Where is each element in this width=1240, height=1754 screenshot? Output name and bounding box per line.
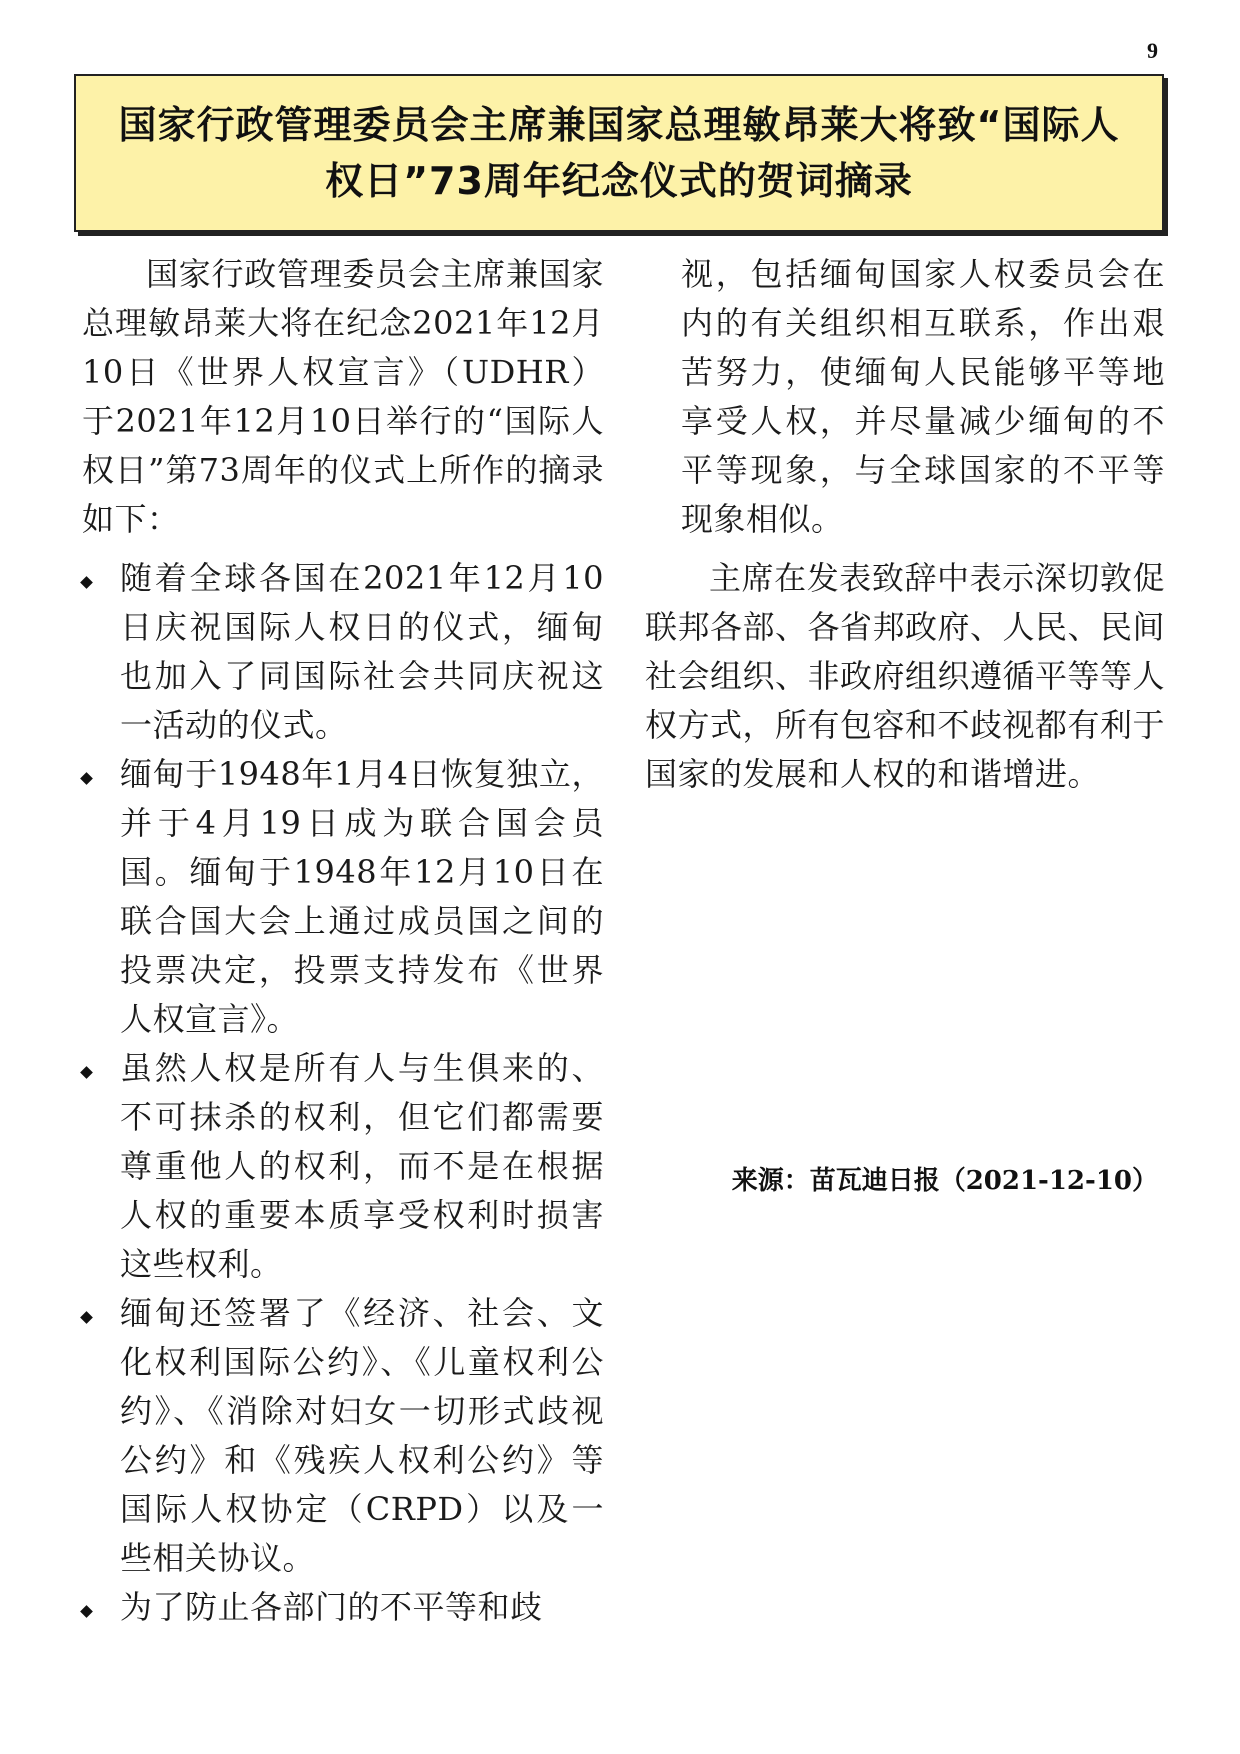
title-box bbox=[74, 74, 1164, 232]
bullet-text: 随着全球各国在2021年12月10日庆祝国际人权日的仪式，缅甸也加入了同国际社会共同庆祝这一活动的仪式。 bbox=[120, 559, 604, 744]
bullet-text: 缅甸于1948年1月4日恢复独立，并于4月19日成为联合国会员国。缅甸于1948年12月10日在联合国大会上通过成员国之间的投票决定，投票支持发布《世界人权宣言》。 bbox=[120, 755, 604, 1038]
diamond-bullet-icon bbox=[80, 1605, 93, 1618]
bullet-item bbox=[82, 1044, 604, 1289]
bullet-text: 为了防止各部门的不平等和歧 bbox=[120, 1588, 543, 1626]
bullet-text: 虽然人权是所有人与生俱来的、不可抹杀的权利，但它们都需要尊重他人的权利，而不是在根据人权的重要本质享受权利时损害这些权利。 bbox=[120, 1049, 604, 1283]
diamond-bullet-icon bbox=[80, 1066, 93, 1079]
bullet-list bbox=[82, 554, 604, 1632]
closing-paragraph: 主席在发表致辞中表示深切敦促联邦各部、各省邦政府、人民、民间社会组织、非政府组织遵循平等等人权方式，所有包容和不歧视都有利于国家的发展和人权的和谐增进。 bbox=[645, 559, 1166, 793]
left-column bbox=[82, 250, 604, 1632]
diamond-bullet-icon bbox=[80, 1311, 93, 1324]
bullet-text: 缅甸还签署了《经济、社会、文化权利国际公约》、《儿童权利公约》、《消除对妇女一切形式歧视公约》和《残疾人权利公约》等国际人权协定（CRPD）以及一些相关协议。 bbox=[120, 1294, 604, 1577]
diamond-bullet-icon bbox=[80, 576, 93, 589]
intro-paragraph: 国家行政管理委员会主席兼国家总理敏昂莱大将在纪念2021年12月10日《世界人权宣言》（UDHR）于2021年12月10日举行的“国际人权日”第73周年的仪式上所作的摘录如下： bbox=[82, 255, 604, 538]
diamond-bullet-icon bbox=[80, 772, 93, 785]
bullet-item bbox=[82, 750, 604, 1044]
article-title: 国家行政管理委员会主席兼国家总理敏昂莱大将致“国际人权日”73周年纪念仪式的贺词摘录 bbox=[118, 103, 1120, 203]
bullet-item bbox=[82, 1583, 604, 1632]
bullet-item bbox=[82, 554, 604, 750]
source-credit: 来源：苗瓦迪日报（2021-12-10） bbox=[731, 1166, 1158, 1196]
bullet-continuation: 视，包括缅甸国家人权委员会在内的有关组织相互联系，作出艰苦努力，使缅甸人民能够平等地享受人权，并尽量减少缅甸的不平等现象，与全球国家的不平等现象相似。 bbox=[681, 255, 1165, 538]
bullet-item bbox=[82, 1289, 604, 1583]
page-number: 9 bbox=[1147, 38, 1158, 63]
right-column bbox=[645, 250, 1165, 809]
